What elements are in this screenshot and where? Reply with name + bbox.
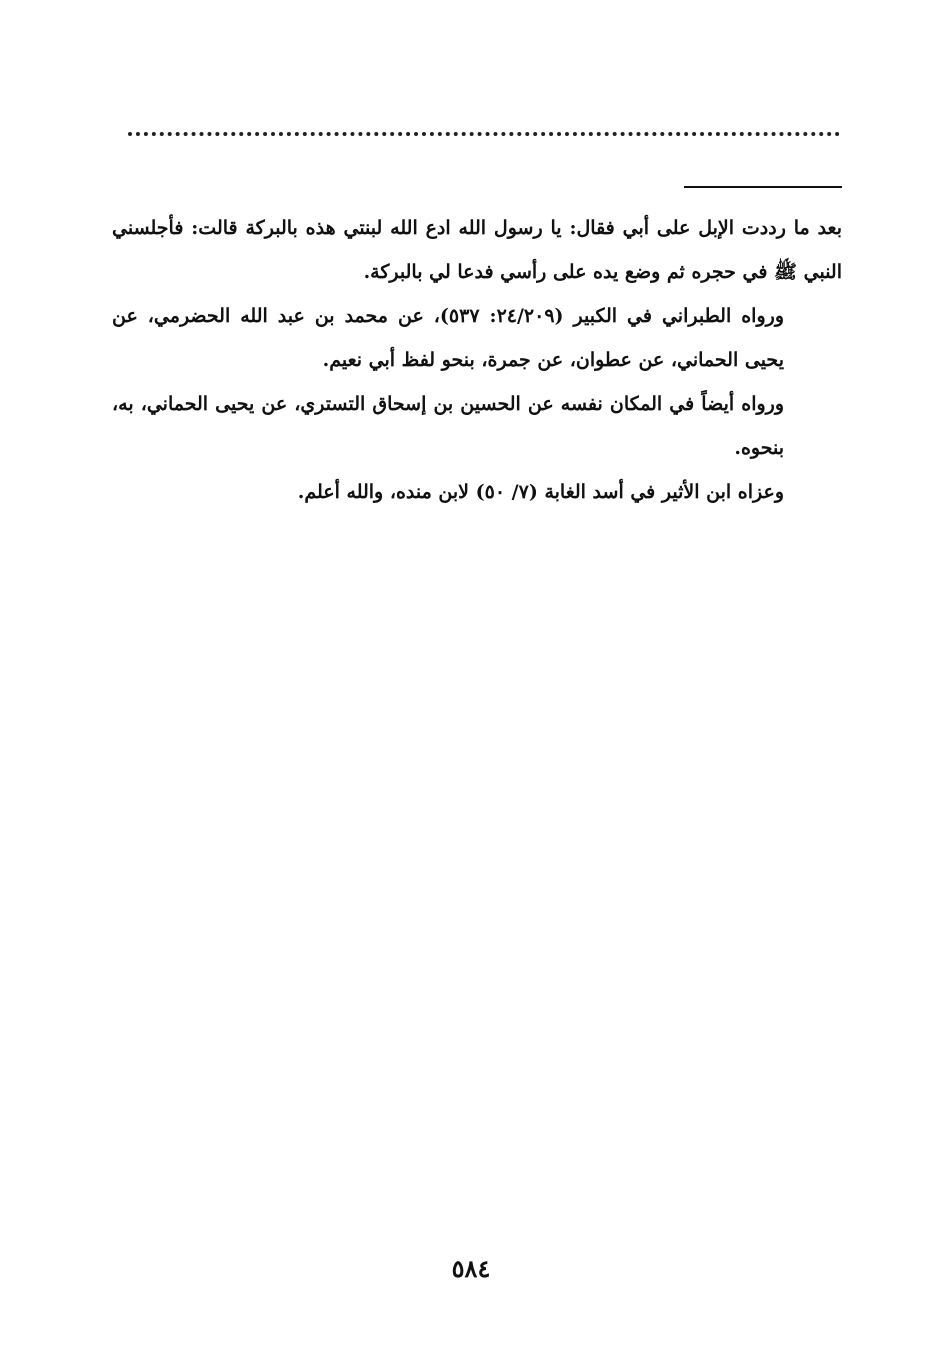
footnote-paragraph-2: ورواه الطبراني في الكبير (٢٤/٢٠٩: ٥٣٧)، عن محمد بن عبد الله الحضرمي، عن يحيى الحماني، عن عطوان، عن جمرة، بنحو لفظ أبي نعيم. xyxy=(112,305,784,371)
footnote-rule xyxy=(684,186,842,188)
footnote-paragraph-3: ورواه أيضاً في المكان نفسه عن الحسين بن إسحاق التستري، عن يحيى الحماني، به، بنحوه. xyxy=(112,393,784,459)
footnote-paragraph-1: بعد ما رددت الإبل على أبي فقال: يا رسول الله ادع الله لبنتي هذه بالبركة قالت: فأجلسني النبي ﷺ في حجره ثم وضع يده على رأسي فدعا لي بالبركة. xyxy=(112,217,842,283)
dotted-separator xyxy=(128,132,840,136)
footnote-text xyxy=(112,206,842,514)
footnote-paragraph-4: وعزاه ابن الأثير في أسد الغابة (٧/ ٥٠) لابن منده، والله أعلم. xyxy=(297,481,784,503)
page-number: ٥٨٤ xyxy=(451,1254,491,1283)
